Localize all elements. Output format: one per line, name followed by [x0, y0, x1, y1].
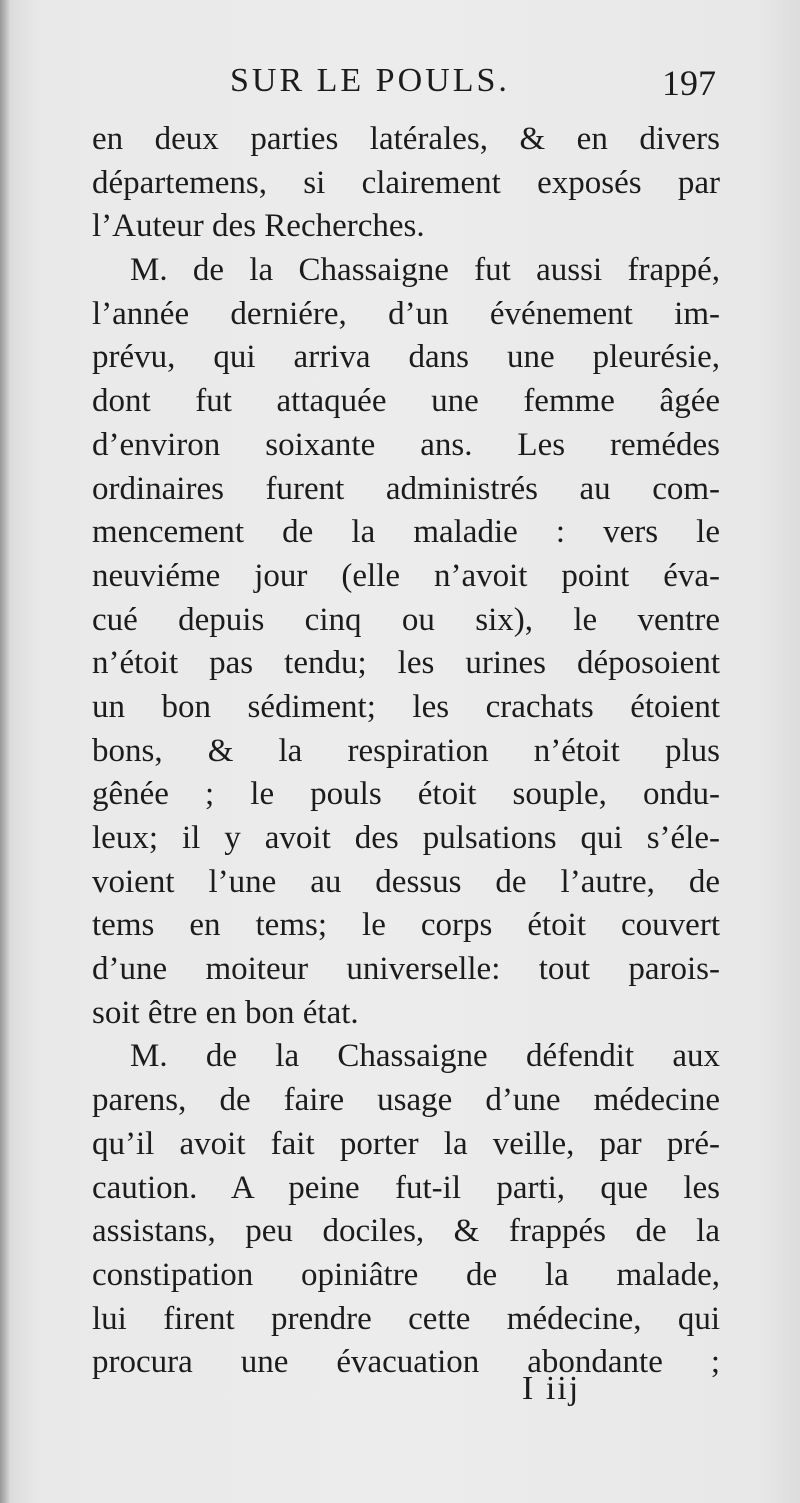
text-line: n’étoit pas tendu; les urines déposoient — [92, 645, 720, 682]
text-line: l’Auteur des Recherches. — [92, 208, 425, 245]
text-line: prévu, qui arriva dans une pleurésie, — [92, 339, 720, 376]
text-line: un bon sédiment; les crachats étoient — [92, 688, 720, 725]
text-line: mencement de la maladie : vers le — [92, 514, 720, 551]
running-head: SUR LE POULS. — [230, 62, 510, 99]
text-line: assistans, peu dociles, & frappés de la — [92, 1213, 720, 1250]
page-number: 197 — [662, 63, 716, 103]
text-line: procura une évacuation abondante ; — [92, 1344, 720, 1381]
text-line: soit être en bon état. — [92, 994, 359, 1031]
text-line: départemens, si clairement exposés par — [92, 164, 720, 201]
text-line: ordinaires furent administrés au com- — [92, 470, 720, 507]
text-line: M. de la Chassaigne fut aussi frappé, — [130, 252, 720, 289]
text-line: neuviéme jour (elle n’avoit point éva- — [92, 557, 720, 594]
gutter-shadow — [0, 0, 10, 1503]
text-line: d’environ soixante ans. Les remédes — [92, 426, 720, 463]
text-line: gênée ; le pouls étoit souple, ondu- — [92, 776, 720, 813]
body-text — [92, 118, 720, 1385]
text-line: qu’il avoit fait porter la veille, par pré- — [92, 1125, 720, 1162]
text-line: tems en tems; le corps étoit couvert — [92, 907, 720, 944]
text-line: en deux parties latérales, & en divers — [92, 121, 720, 157]
text-line: constipation opiniâtre de la malade, — [92, 1256, 720, 1293]
text-line: l’année derniére, d’un événement im- — [92, 295, 720, 332]
text-line: M. de la Chassaigne défendit aux — [130, 1038, 720, 1075]
text-line: voient l’une au dessus de l’autre, de — [92, 863, 720, 900]
text-line: bons, & la respiration n’étoit plus — [92, 732, 720, 769]
text-line: caution. A peine fut-il parti, que les — [92, 1169, 720, 1206]
text-line: parens, de faire usage d’une médecine — [92, 1082, 720, 1119]
text-line: leux; il y avoit des pulsations qui s’éle- — [92, 820, 720, 856]
text-line: dont fut attaquée une femme âgée — [92, 383, 720, 420]
text-line: lui firent prendre cette médecine, qui — [92, 1300, 720, 1337]
text-line: d’une moiteur universelle: tout parois- — [92, 951, 720, 988]
signature-mark: I iij — [522, 1370, 581, 1407]
page-header — [95, 62, 720, 106]
text-line: cué depuis cinq ou six), le ventre — [92, 601, 720, 638]
